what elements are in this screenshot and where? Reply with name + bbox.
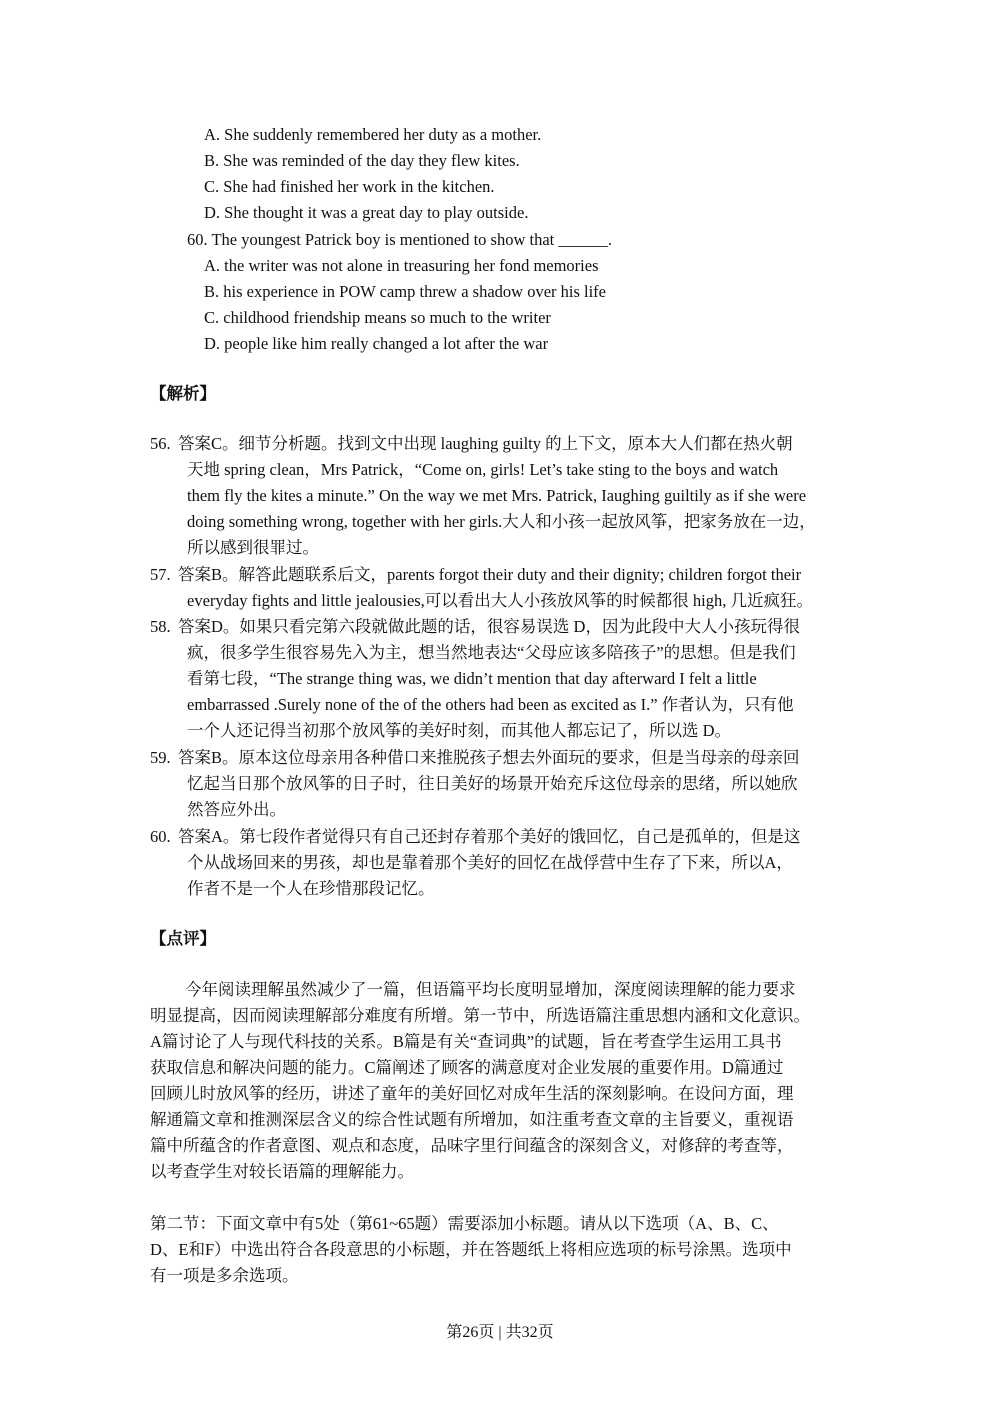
answer-line: embarrassed .Surely none of the of the others had been as excited as I.” 作者认为，只有他 [187, 695, 794, 714]
answer-line: 所以感到很罪过。 [187, 538, 319, 557]
q59-option-b: B. She was reminded of the day they flew kites. [204, 151, 520, 170]
answer-line: 忆起当日那个放风筝的日子时，往日美好的场景开始充斥这位母亲的思绪，所以她欣 [187, 774, 798, 793]
review-line: 解通篇文章和推测深层含义的综合性试题有所增加，如注重考查文章的主旨要义，重视语 [150, 1110, 794, 1129]
section2-line: 第二节：下面文章中有5处（第61~65题）需要添加小标题。请从以下选项（A、B、C、 [150, 1214, 779, 1233]
answer-line: 答案B。解答此题联系后文，parents forgot their duty and their dignity; children forgot their [178, 565, 802, 584]
q60-option-d: D. people like him really changed a lot after the war [204, 334, 549, 353]
q59-option-c: C. She had finished her work in the kitchen. [204, 177, 495, 196]
q60-option-a: A. the writer was not alone in treasuring her fond memories [204, 256, 599, 275]
answer-number: 56. [150, 434, 171, 453]
answer-line: 答案A。第七段作者觉得只有自己还封存着那个美好的饿回忆，自己是孤单的，但是这 [178, 827, 801, 846]
review-line: 以考查学生对较长语篇的理解能力。 [150, 1162, 414, 1181]
answer-line: 然答应外出。 [187, 800, 286, 819]
q60-option-b: B. his experience in POW camp threw a shadow over his life [204, 282, 607, 301]
answer-line: them fly the kites a minute.” On the way we met Mrs. Patrick, Iaughing guiltily as if she were [187, 486, 807, 505]
answer-line: 天地 spring clean，Mrs Patrick，“Come on, girls! Let’s take sting to the boys and watch [187, 460, 779, 479]
review-line: 回顾儿时放风筝的经历，讲述了童年的美好回忆对成年生活的深刻影响。在设问方面，理 [150, 1084, 794, 1103]
answer-line: 作者不是一个人在珍惜那段记忆。 [187, 879, 435, 898]
q59-option-a: A. She suddenly remembered her duty as a mother. [204, 125, 542, 144]
answer-line: 答案C。细节分析题。找到文中出现 laughing guilty 的上下文，原本大人们都在热火朝 [178, 434, 793, 453]
q60-stem: 60. The youngest Patrick boy is mentioned to show that ______. [187, 230, 612, 249]
answer-number: 58. [150, 617, 171, 636]
review-line: A篇讨论了人与现代科技的关系。B篇是有关“查词典”的试题，旨在考查学生运用工具书 [150, 1032, 782, 1051]
section2-line: D、E和F）中选出符合各段意思的小标题，并在答题纸上将相应选项的标号涂黑。选项中 [150, 1240, 792, 1259]
answer-line: 个从战场回来的男孩，却也是靠着那个美好的回忆在战俘营中生存了下来，所以A， [187, 853, 793, 872]
q60-option-c: C. childhood friendship means so much to the writer [204, 308, 551, 327]
answer-number: 59. [150, 748, 171, 767]
review-heading: 【点评】 [150, 929, 216, 948]
answer-line: 一个人还记得当初那个放风筝的美好时刻，而其他人都忘记了，所以选 D。 [187, 721, 732, 740]
answer-number: 57. [150, 565, 171, 584]
section2-line: 有一项是多余选项。 [150, 1266, 299, 1285]
answer-line: 答案B。原本这位母亲用各种借口来推脱孩子想去外面玩的要求，但是当母亲的母亲回 [178, 748, 800, 767]
review-line: 今年阅读理解虽然减少了一篇，但语篇平均长度明显增加，深度阅读理解的能力要求 [185, 980, 796, 999]
review-line: 明显提高，因而阅读理解部分难度有所增。第一节中，所选语篇注重思想内涵和文化意识。 [150, 1006, 810, 1025]
q59-option-d: D. She thought it was a great day to play outside. [204, 203, 529, 222]
answer-line: 看第七段，“The strange thing was, we didn’t mention that day afterward I felt a little [187, 669, 757, 688]
review-line: 获取信息和解决问题的能力。C篇阐述了顾客的满意度对企业发展的重要作用。D篇通过 [150, 1058, 784, 1077]
answer-line: 答案D。如果只看完第六段就做此题的话，很容易误选 D，因为此段中大人小孩玩得很 [178, 617, 800, 636]
answer-line: 疯，很多学生很容易先入为主，想当然地表达“父母应该多陪孩子”的思想。但是我们 [187, 643, 796, 662]
answer-line: everyday fights and little jealousies,可以看出大人小孩放风筝的时候都很 high, 几近疯狂。 [187, 591, 814, 610]
review-line: 篇中所蕴含的作者意图、观点和态度，品味字里行间蕴含的深刻含义，对修辞的考查等， [150, 1136, 794, 1155]
analysis-heading: 【解析】 [150, 384, 216, 403]
page-footer: 第26页 | 共32页 [446, 1324, 554, 1341]
answer-number: 60. [150, 827, 171, 846]
answer-line: doing something wrong, together with her girls.大人和小孩一起放风筝，把家务放在一边， [187, 512, 816, 531]
